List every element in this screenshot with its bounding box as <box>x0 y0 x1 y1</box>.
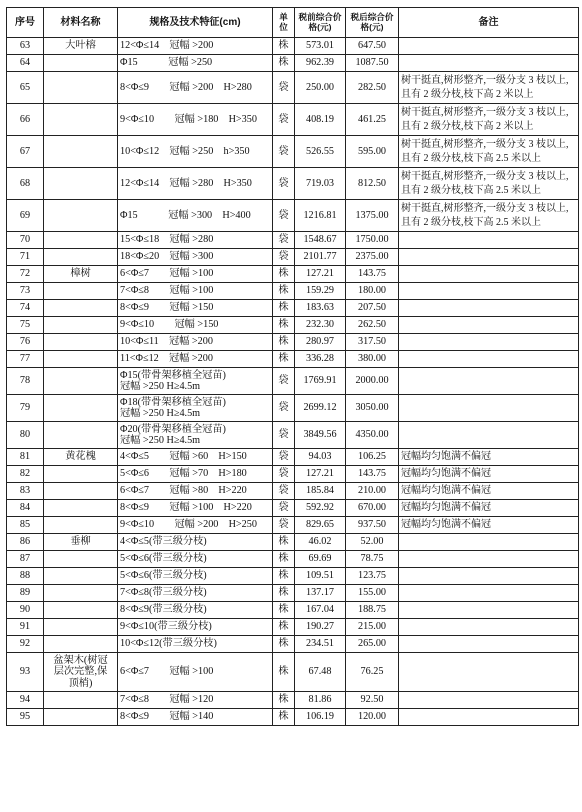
cell-spec: 7<Φ≤8 冠幅 >120 <box>118 692 273 709</box>
cell-no: 91 <box>7 619 44 636</box>
cell-unit: 株 <box>273 351 295 368</box>
cell-remark <box>399 334 579 351</box>
cell-spec: 5<Φ≤6 冠幅 >70 H>180 <box>118 466 273 483</box>
cell-name <box>44 395 118 422</box>
cell-pre-tax: 127.21 <box>295 266 346 283</box>
cell-pre-tax: 69.69 <box>295 551 346 568</box>
table-row <box>7 551 579 568</box>
cell-unit: 袋 <box>273 168 295 200</box>
table-row <box>7 483 579 500</box>
table-row <box>7 72 579 104</box>
table-row <box>7 500 579 517</box>
cell-spec: 8<Φ≤9(带三级分枝) <box>118 602 273 619</box>
cell-no: 72 <box>7 266 44 283</box>
cell-post-tax: 2375.00 <box>346 249 399 266</box>
cell-no: 90 <box>7 602 44 619</box>
cell-pre-tax: 962.39 <box>295 55 346 72</box>
cell-unit: 袋 <box>273 200 295 232</box>
cell-remark <box>399 585 579 602</box>
table-row <box>7 449 579 466</box>
cell-unit: 袋 <box>273 517 295 534</box>
cell-unit: 袋 <box>273 466 295 483</box>
table-row <box>7 317 579 334</box>
table-row <box>7 568 579 585</box>
cell-no: 95 <box>7 709 44 726</box>
cell-no: 76 <box>7 334 44 351</box>
cell-name: 盆架木(树冠 层次完整,保 顶梢) <box>44 653 118 692</box>
cell-pre-tax: 719.03 <box>295 168 346 200</box>
cell-remark <box>399 266 579 283</box>
cell-post-tax: 670.00 <box>346 500 399 517</box>
cell-spec: Φ18(带骨架移植全冠苗) 冠幅 >250 H≥4.5m <box>118 395 273 422</box>
cell-unit: 袋 <box>273 500 295 517</box>
header-name: 材料名称 <box>44 8 118 38</box>
cell-name <box>44 300 118 317</box>
cell-remark <box>399 300 579 317</box>
cell-name <box>44 168 118 200</box>
cell-post-tax: 1087.50 <box>346 55 399 72</box>
cell-pre-tax: 190.27 <box>295 619 346 636</box>
cell-pre-tax: 94.03 <box>295 449 346 466</box>
cell-no: 84 <box>7 500 44 517</box>
cell-post-tax: 215.00 <box>346 619 399 636</box>
cell-name <box>44 422 118 449</box>
cell-no: 73 <box>7 283 44 300</box>
table-row <box>7 200 579 232</box>
cell-spec: 10<Φ≤12(带三级分枝) <box>118 636 273 653</box>
cell-no: 74 <box>7 300 44 317</box>
cell-spec: 8<Φ≤9 冠幅 >100 H>220 <box>118 500 273 517</box>
cell-unit: 袋 <box>273 136 295 168</box>
cell-remark <box>399 422 579 449</box>
table-row <box>7 534 579 551</box>
cell-remark <box>399 568 579 585</box>
cell-unit: 袋 <box>273 368 295 395</box>
cell-unit: 株 <box>273 266 295 283</box>
cell-no: 75 <box>7 317 44 334</box>
cell-post-tax: 647.50 <box>346 38 399 55</box>
cell-post-tax: 282.50 <box>346 72 399 104</box>
cell-remark: 冠幅均匀饱满不偏冠 <box>399 517 579 534</box>
cell-pre-tax: 106.19 <box>295 709 346 726</box>
cell-pre-tax: 183.63 <box>295 300 346 317</box>
cell-remark <box>399 395 579 422</box>
table-row <box>7 104 579 136</box>
cell-pre-tax: 1769.91 <box>295 368 346 395</box>
table-row <box>7 653 579 692</box>
cell-no: 71 <box>7 249 44 266</box>
cell-pre-tax: 3849.56 <box>295 422 346 449</box>
cell-unit: 袋 <box>273 72 295 104</box>
cell-no: 79 <box>7 395 44 422</box>
cell-remark <box>399 692 579 709</box>
cell-unit: 株 <box>273 585 295 602</box>
cell-name <box>44 585 118 602</box>
cell-name <box>44 351 118 368</box>
table-row <box>7 266 579 283</box>
cell-post-tax: 188.75 <box>346 602 399 619</box>
cell-name: 黄花槐 <box>44 449 118 466</box>
cell-name <box>44 709 118 726</box>
cell-name: 樟树 <box>44 266 118 283</box>
header-unit: 单位 <box>273 8 295 38</box>
table-row <box>7 619 579 636</box>
header-no: 序号 <box>7 8 44 38</box>
cell-unit: 株 <box>273 534 295 551</box>
table-row <box>7 249 579 266</box>
cell-name <box>44 104 118 136</box>
cell-pre-tax: 1548.67 <box>295 232 346 249</box>
cell-remark <box>399 602 579 619</box>
cell-name <box>44 283 118 300</box>
cell-post-tax: 595.00 <box>346 136 399 168</box>
cell-spec: 7<Φ≤8 冠幅 >100 <box>118 283 273 300</box>
cell-spec: 9<Φ≤10 冠幅 >150 <box>118 317 273 334</box>
cell-no: 86 <box>7 534 44 551</box>
cell-unit: 袋 <box>273 449 295 466</box>
cell-remark <box>399 232 579 249</box>
cell-post-tax: 461.25 <box>346 104 399 136</box>
cell-post-tax: 52.00 <box>346 534 399 551</box>
cell-name: 大叶榕 <box>44 38 118 55</box>
cell-no: 81 <box>7 449 44 466</box>
cell-no: 78 <box>7 368 44 395</box>
cell-spec: 9<Φ≤10 冠幅 >200 H>250 <box>118 517 273 534</box>
cell-unit: 株 <box>273 551 295 568</box>
cell-name <box>44 136 118 168</box>
cell-post-tax: 180.00 <box>346 283 399 300</box>
cell-pre-tax: 109.51 <box>295 568 346 585</box>
cell-post-tax: 210.00 <box>346 483 399 500</box>
cell-remark <box>399 283 579 300</box>
cell-post-tax: 317.50 <box>346 334 399 351</box>
cell-no: 82 <box>7 466 44 483</box>
cell-name <box>44 249 118 266</box>
cell-name <box>44 72 118 104</box>
cell-name <box>44 368 118 395</box>
cell-post-tax: 262.50 <box>346 317 399 334</box>
cell-no: 88 <box>7 568 44 585</box>
cell-remark <box>399 249 579 266</box>
cell-spec: 11<Φ≤12 冠幅 >200 <box>118 351 273 368</box>
cell-name <box>44 334 118 351</box>
header-spec: 规格及技术特征(cm) <box>118 8 273 38</box>
cell-no: 87 <box>7 551 44 568</box>
cell-remark <box>399 55 579 72</box>
table-row <box>7 636 579 653</box>
cell-unit: 株 <box>273 55 295 72</box>
cell-name <box>44 692 118 709</box>
cell-no: 93 <box>7 653 44 692</box>
cell-no: 94 <box>7 692 44 709</box>
cell-no: 64 <box>7 55 44 72</box>
cell-no: 85 <box>7 517 44 534</box>
cell-remark: 冠幅均匀饱满不偏冠 <box>399 466 579 483</box>
cell-no: 69 <box>7 200 44 232</box>
cell-spec: 12<Φ≤14 冠幅 >200 <box>118 38 273 55</box>
cell-unit: 袋 <box>273 249 295 266</box>
cell-unit: 袋 <box>273 395 295 422</box>
cell-pre-tax: 167.04 <box>295 602 346 619</box>
table-row <box>7 422 579 449</box>
cell-remark <box>399 653 579 692</box>
cell-spec: Φ15(带骨架移植全冠苗) 冠幅 >250 H≥4.5m <box>118 368 273 395</box>
cell-post-tax: 120.00 <box>346 709 399 726</box>
cell-post-tax: 4350.00 <box>346 422 399 449</box>
cell-post-tax: 155.00 <box>346 585 399 602</box>
cell-unit: 株 <box>273 38 295 55</box>
cell-post-tax: 207.50 <box>346 300 399 317</box>
table-header-row <box>7 8 579 38</box>
cell-spec: 5<Φ≤6(带三级分枝) <box>118 551 273 568</box>
table-row <box>7 692 579 709</box>
cell-unit: 袋 <box>273 483 295 500</box>
cell-post-tax: 143.75 <box>346 466 399 483</box>
cell-unit: 袋 <box>273 104 295 136</box>
cell-pre-tax: 137.17 <box>295 585 346 602</box>
cell-pre-tax: 2699.12 <box>295 395 346 422</box>
header-pre-tax: 税前综合价格(元) <box>295 8 346 38</box>
cell-spec: Φ20(带骨架移植全冠苗) 冠幅 >250 H≥4.5m <box>118 422 273 449</box>
cell-spec: 12<Φ≤14 冠幅 >280 H>350 <box>118 168 273 200</box>
table-row <box>7 300 579 317</box>
cell-spec: 8<Φ≤9 冠幅 >140 <box>118 709 273 726</box>
cell-no: 89 <box>7 585 44 602</box>
cell-pre-tax: 408.19 <box>295 104 346 136</box>
header-post-tax: 税后综合价格(元) <box>346 8 399 38</box>
table-body <box>7 38 579 726</box>
cell-remark <box>399 317 579 334</box>
cell-no: 92 <box>7 636 44 653</box>
cell-pre-tax: 46.02 <box>295 534 346 551</box>
table-row <box>7 709 579 726</box>
cell-remark: 冠幅均匀饱满不偏冠 <box>399 449 579 466</box>
cell-unit: 株 <box>273 653 295 692</box>
cell-spec: 8<Φ≤9 冠幅 >200 H>280 <box>118 72 273 104</box>
cell-pre-tax: 829.65 <box>295 517 346 534</box>
table-row <box>7 232 579 249</box>
cell-post-tax: 1375.00 <box>346 200 399 232</box>
cell-spec: 6<Φ≤7 冠幅 >100 <box>118 653 273 692</box>
cell-post-tax: 812.50 <box>346 168 399 200</box>
cell-name <box>44 602 118 619</box>
header-remark: 备注 <box>399 8 579 38</box>
cell-unit: 袋 <box>273 232 295 249</box>
cell-name <box>44 636 118 653</box>
table-row <box>7 334 579 351</box>
cell-spec: 15<Φ≤18 冠幅 >280 <box>118 232 273 249</box>
cell-post-tax: 143.75 <box>346 266 399 283</box>
cell-post-tax: 106.25 <box>346 449 399 466</box>
cell-pre-tax: 280.97 <box>295 334 346 351</box>
cell-remark <box>399 351 579 368</box>
table-row <box>7 168 579 200</box>
cell-spec: 4<Φ≤5(带三级分枝) <box>118 534 273 551</box>
cell-post-tax: 265.00 <box>346 636 399 653</box>
cell-remark: 树干挺直,树形整齐,一级分支 3 枝以上,且有 2 级分枝,枝下高 2 米以上 <box>399 72 579 104</box>
cell-remark <box>399 619 579 636</box>
cell-remark <box>399 551 579 568</box>
cell-remark <box>399 636 579 653</box>
cell-remark <box>399 368 579 395</box>
cell-post-tax: 76.25 <box>346 653 399 692</box>
cell-remark: 树干挺直,树形整齐,一级分支 3 枝以上,且有 2 级分枝,枝下高 2.5 米以上 <box>399 200 579 232</box>
cell-name <box>44 619 118 636</box>
cell-remark: 树干挺直,树形整齐,一级分支 3 枝以上,且有 2 级分枝,枝下高 2.5 米以上 <box>399 168 579 200</box>
cell-spec: Φ15 冠幅 >300 H>400 <box>118 200 273 232</box>
cell-name <box>44 517 118 534</box>
cell-remark <box>399 38 579 55</box>
cell-pre-tax: 81.86 <box>295 692 346 709</box>
cell-pre-tax: 526.55 <box>295 136 346 168</box>
cell-pre-tax: 234.51 <box>295 636 346 653</box>
cell-pre-tax: 1216.81 <box>295 200 346 232</box>
cell-no: 63 <box>7 38 44 55</box>
table-row <box>7 395 579 422</box>
cell-unit: 株 <box>273 602 295 619</box>
cell-spec: 10<Φ≤11 冠幅 >200 <box>118 334 273 351</box>
table-row <box>7 351 579 368</box>
cell-unit: 株 <box>273 692 295 709</box>
cell-no: 80 <box>7 422 44 449</box>
cell-post-tax: 123.75 <box>346 568 399 585</box>
table-row <box>7 368 579 395</box>
cell-pre-tax: 592.92 <box>295 500 346 517</box>
cell-spec: 5<Φ≤6(带三级分枝) <box>118 568 273 585</box>
cell-unit: 株 <box>273 636 295 653</box>
cell-name <box>44 317 118 334</box>
cell-spec: 8<Φ≤9 冠幅 >150 <box>118 300 273 317</box>
cell-name: 垂柳 <box>44 534 118 551</box>
table-row <box>7 136 579 168</box>
cell-unit: 株 <box>273 300 295 317</box>
cell-name <box>44 568 118 585</box>
cell-no: 83 <box>7 483 44 500</box>
cell-pre-tax: 67.48 <box>295 653 346 692</box>
cell-name <box>44 232 118 249</box>
cell-remark: 树干挺直,树形整齐,一级分支 3 枝以上,且有 2 级分枝,枝下高 2.5 米以上 <box>399 136 579 168</box>
cell-post-tax: 3050.00 <box>346 395 399 422</box>
cell-no: 70 <box>7 232 44 249</box>
cell-pre-tax: 159.29 <box>295 283 346 300</box>
cell-post-tax: 92.50 <box>346 692 399 709</box>
cell-spec: 9<Φ≤10 冠幅 >180 H>350 <box>118 104 273 136</box>
cell-unit: 株 <box>273 709 295 726</box>
cell-unit: 株 <box>273 334 295 351</box>
cell-spec: 18<Φ≤20 冠幅 >300 <box>118 249 273 266</box>
cell-remark <box>399 534 579 551</box>
table-row <box>7 517 579 534</box>
cell-unit: 株 <box>273 568 295 585</box>
cell-name <box>44 200 118 232</box>
cell-remark: 树干挺直,树形整齐,一级分支 3 枝以上,且有 2 级分枝,枝下高 2 米以上 <box>399 104 579 136</box>
cell-no: 66 <box>7 104 44 136</box>
cell-spec: Φ15 冠幅 >250 <box>118 55 273 72</box>
cell-spec: 4<Φ≤5 冠幅 >60 H>150 <box>118 449 273 466</box>
cell-no: 77 <box>7 351 44 368</box>
cell-name <box>44 466 118 483</box>
cell-pre-tax: 336.28 <box>295 351 346 368</box>
table-row <box>7 466 579 483</box>
cell-unit: 株 <box>273 619 295 636</box>
cell-pre-tax: 185.84 <box>295 483 346 500</box>
cell-remark: 冠幅均匀饱满不偏冠 <box>399 483 579 500</box>
cell-post-tax: 1750.00 <box>346 232 399 249</box>
cell-post-tax: 2000.00 <box>346 368 399 395</box>
cell-unit: 株 <box>273 283 295 300</box>
cell-pre-tax: 250.00 <box>295 72 346 104</box>
table-row <box>7 585 579 602</box>
cell-pre-tax: 127.21 <box>295 466 346 483</box>
cell-pre-tax: 232.30 <box>295 317 346 334</box>
table-row <box>7 283 579 300</box>
cell-post-tax: 380.00 <box>346 351 399 368</box>
cell-no: 65 <box>7 72 44 104</box>
cell-spec: 10<Φ≤12 冠幅 >250 h>350 <box>118 136 273 168</box>
table-row <box>7 38 579 55</box>
cell-spec: 6<Φ≤7 冠幅 >100 <box>118 266 273 283</box>
table-row <box>7 602 579 619</box>
cell-no: 67 <box>7 136 44 168</box>
cell-pre-tax: 573.01 <box>295 38 346 55</box>
cell-name <box>44 551 118 568</box>
cell-remark <box>399 709 579 726</box>
cell-no: 68 <box>7 168 44 200</box>
cell-spec: 7<Φ≤8(带三级分枝) <box>118 585 273 602</box>
cell-name <box>44 483 118 500</box>
cell-unit: 株 <box>273 317 295 334</box>
cell-unit: 袋 <box>273 422 295 449</box>
table-row <box>7 55 579 72</box>
price-table <box>6 7 579 726</box>
cell-pre-tax: 2101.77 <box>295 249 346 266</box>
cell-name <box>44 500 118 517</box>
cell-name <box>44 55 118 72</box>
cell-post-tax: 78.75 <box>346 551 399 568</box>
cell-spec: 6<Φ≤7 冠幅 >80 H>220 <box>118 483 273 500</box>
cell-spec: 9<Φ≤10(带三级分枝) <box>118 619 273 636</box>
cell-remark: 冠幅均匀饱满不偏冠 <box>399 500 579 517</box>
cell-post-tax: 937.50 <box>346 517 399 534</box>
